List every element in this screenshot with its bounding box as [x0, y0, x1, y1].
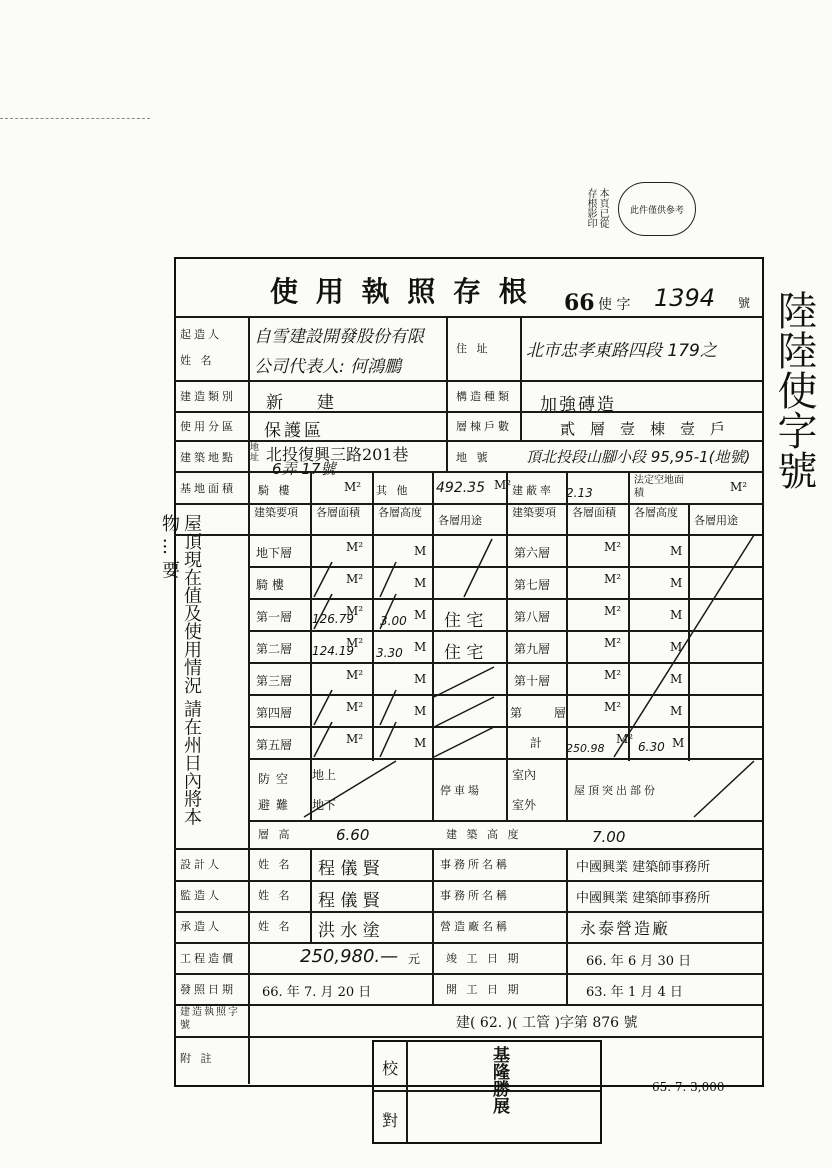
- chief-stamp: 基隆勝展: [489, 1046, 509, 1114]
- site-address-2: 6弄 17號: [272, 460, 336, 478]
- top-left-stamp: 本頁已從存根影印: [585, 188, 608, 228]
- cost-label: 工程造價: [180, 952, 236, 965]
- total-height: 6.30: [638, 740, 665, 754]
- completion-value: 66. 年 6 月 30 日: [586, 954, 692, 969]
- legal-area-label: 法定空地面積: [634, 475, 684, 499]
- start-label: 開 工 日 期: [446, 983, 522, 996]
- remarks-label: 附 註: [180, 1052, 215, 1065]
- supervisor-name: 程 儀 賢: [318, 891, 380, 911]
- building-type-value: 新 建: [266, 393, 334, 413]
- header-left-item: 建築要項: [254, 506, 298, 519]
- supervisor-label: 監造人: [180, 889, 222, 902]
- scan-edge-line: [0, 118, 150, 119]
- designer-office: 中國興業 建築師事務所: [576, 860, 711, 875]
- permit-no-label: 建造執照字號: [180, 1007, 240, 1031]
- top-right-stamp: 此件僅供參考: [618, 182, 696, 236]
- row-floor4-label: 第四層: [256, 706, 293, 720]
- edge-char-4: 字: [771, 410, 817, 450]
- edge-stamp-text: [770, 290, 818, 490]
- parking-label: 停車場: [440, 784, 482, 797]
- designer-name: 程 儀 賢: [318, 859, 380, 879]
- parking-indoor: 室內: [512, 768, 537, 782]
- floor2-use: 住 宅: [444, 643, 484, 663]
- review-label: 校: [382, 1059, 399, 1078]
- address-label: 住 址: [456, 342, 491, 355]
- header-right-item: 建築要項: [512, 506, 556, 519]
- floor-height-label: 層 高: [258, 828, 293, 841]
- floors-label: 層棟戶數: [456, 420, 512, 433]
- contractor-name-label: 姓 名: [258, 920, 293, 933]
- row-basement-label: 地下層: [256, 546, 293, 560]
- row-floor8-label: 第八層: [514, 610, 551, 624]
- edge-char-5: 號: [771, 450, 817, 490]
- coverage-label: 建蔽率: [512, 484, 554, 497]
- completion-label: 竣 工 日 期: [446, 952, 522, 965]
- contractor-name: 洪 水 塗: [318, 921, 380, 941]
- contractor-company: 永泰營造廠: [580, 919, 671, 938]
- owner-address: 北市忠孝東路四段 179之: [526, 341, 717, 361]
- row-total-label: 計: [530, 736, 543, 750]
- floor2-area: 124.19: [312, 644, 354, 658]
- contractor-label: 承造人: [180, 920, 222, 933]
- row-floor9-label: 第九層: [514, 642, 551, 656]
- site-land-label: 地 號: [456, 451, 491, 464]
- other-value: 492.35: [436, 480, 485, 496]
- header-right-area: 各層面積: [572, 506, 616, 519]
- row-floor2-label: 第二層: [256, 642, 293, 656]
- permit-no-value: 建( 62. )( 工管 )字第 876 號: [456, 1015, 638, 1031]
- contractor-company-label: 營造廠名稱: [440, 920, 510, 933]
- header-right-height: 各層高度: [634, 506, 678, 519]
- permit-prefix: 使 字: [598, 297, 631, 313]
- row-floor10-label: 第十層: [514, 674, 551, 688]
- other-unit: M²: [494, 478, 512, 492]
- form-title: 使 用 執 照 存 根: [270, 275, 531, 308]
- structure-value: 加強磚造: [540, 395, 616, 415]
- row-floor6-label: 第六層: [514, 546, 551, 560]
- site-label: 建築地點: [180, 451, 236, 464]
- owner-name-line2: 公司代表人: 何鴻鵬: [254, 357, 402, 377]
- permit-suffix: 號: [738, 296, 751, 310]
- designer-label: 設計人: [180, 858, 222, 871]
- site-land-value: 頂北投段山腳小段 95,95-1(地號): [526, 448, 751, 466]
- supervisor-name-label: 姓 名: [258, 889, 293, 902]
- other-label: 其 他: [376, 484, 411, 497]
- owner-name-line1: 自雪建設開發股份有限: [254, 327, 424, 347]
- row-floor1-label: 第一層: [256, 610, 293, 624]
- issue-label: 發照日期: [180, 983, 236, 996]
- header-right-use: 各層用途: [694, 514, 738, 527]
- arcade-unit: M²: [344, 480, 362, 494]
- building-type-label: 建造類別: [180, 390, 236, 403]
- check-label: 對: [382, 1111, 399, 1130]
- header-left-area: 各層面積: [316, 506, 360, 519]
- designer-name-label: 姓 名: [258, 858, 293, 871]
- floor1-height: 3.00: [380, 614, 407, 628]
- legal-unit: M²: [730, 480, 748, 494]
- footer-code: 65. 7. 3,000: [652, 1080, 725, 1094]
- arcade-label: 騎 樓: [258, 484, 293, 497]
- supervisor-office: 中國興業 建築師事務所: [576, 891, 711, 906]
- row-floor7-label: 第七層: [514, 578, 551, 592]
- edge-char-1: 陸: [771, 290, 817, 330]
- row-arcade-label: 騎 樓: [256, 578, 284, 592]
- base-area-label: 基地面積: [180, 482, 236, 495]
- shelter-below: 地下: [312, 798, 337, 812]
- shelter-above: 地上: [312, 768, 337, 782]
- edge-char-2: 陸: [771, 330, 817, 370]
- building-height-value: 7.00: [592, 828, 626, 846]
- floor1-area: 126.79: [312, 612, 354, 626]
- header-left-height: 各層高度: [378, 506, 422, 519]
- coverage-value: 2.13: [566, 486, 593, 500]
- designer-office-label: 事務所名稱: [440, 858, 510, 871]
- site-address: 北投復興三路201巷: [266, 445, 409, 464]
- building-height-label: 建 築 高 度: [446, 828, 522, 841]
- parking-outdoor: 室外: [512, 798, 537, 812]
- shelter-label: 防空避難: [258, 772, 295, 812]
- builder-label: 起造人: [180, 328, 222, 341]
- total-area: 250.98: [566, 742, 605, 755]
- roof-label: 屋頂突出部份: [574, 784, 658, 797]
- cost-unit: 元: [408, 952, 421, 966]
- zone-label: 使用分區: [180, 420, 236, 433]
- zone-value: 保護區: [264, 421, 324, 441]
- row-floor3-label: 第三層: [256, 674, 293, 688]
- row-floor5-label: 第五層: [256, 738, 293, 752]
- floor2-height: 3.30: [376, 646, 403, 660]
- cost-value: 250,980.—: [300, 946, 399, 967]
- site-address-label: 地址: [250, 443, 260, 463]
- floor1-use: 住 宅: [444, 611, 484, 631]
- builder-name-label: 姓 名: [180, 354, 215, 367]
- header-left-use: 各層用途: [438, 514, 482, 527]
- row-floor-other-label: 第 層: [510, 706, 580, 720]
- edge-char-3: 使: [771, 370, 817, 410]
- left-note: 屋頂現在值及使用情況 請在州日內將本物 ... 要: [159, 514, 202, 826]
- structure-label: 構造種類: [456, 390, 512, 403]
- start-value: 63. 年 1 月 4 日: [586, 985, 683, 1000]
- permit-number: 1394: [654, 284, 716, 312]
- issue-value: 66. 年 7. 月 20 日: [262, 985, 372, 1000]
- permit-year: 66: [564, 290, 595, 316]
- floor-height-value: 6.60: [336, 826, 370, 844]
- floors-value: 貳 層 壹 棟 壹 戶: [560, 420, 726, 438]
- supervisor-office-label: 事務所名稱: [440, 889, 510, 902]
